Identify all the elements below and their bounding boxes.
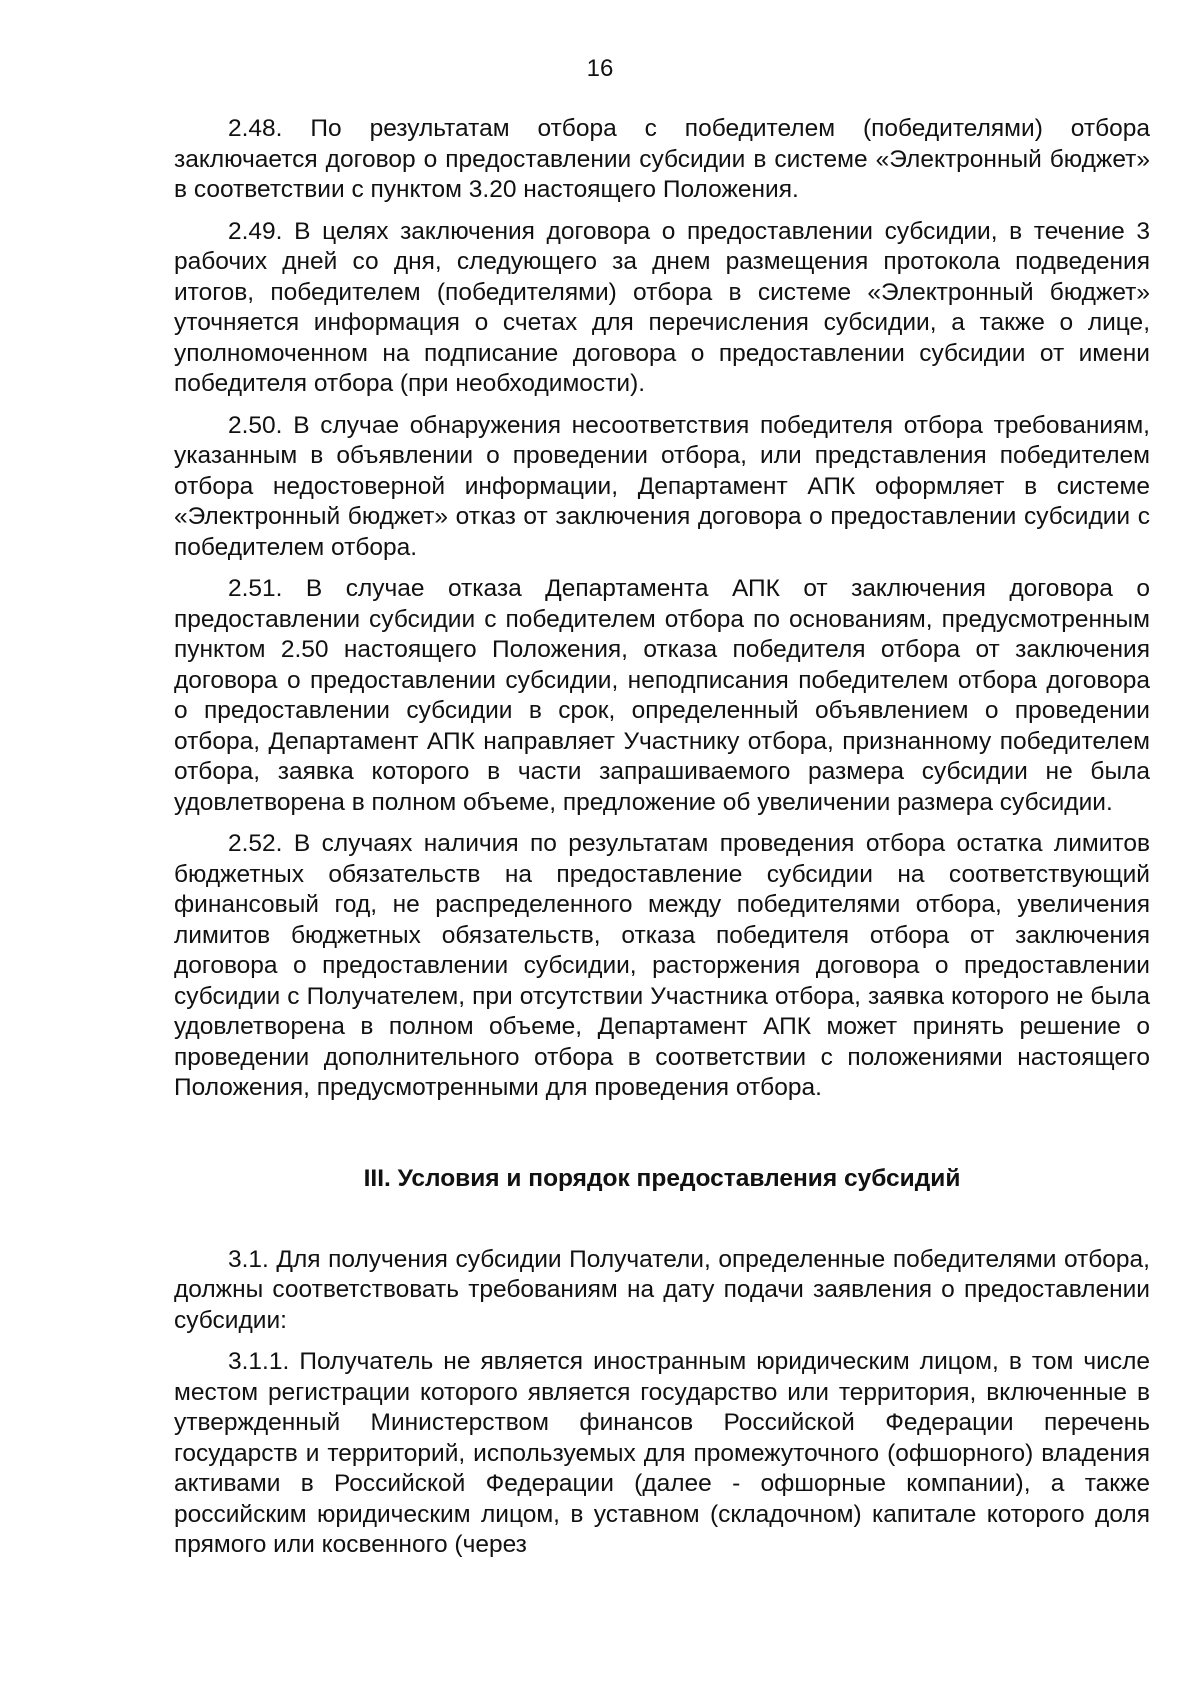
paragraph-3-1-1: 3.1.1. Получатель не является иностранным юридическим лицом, в том числе местом регистрации которого является государство или территория, включенные в утвержденный Министерством финансов Российской Федерации перечень государств и территорий, используемых для промежуточного (офшорного) владения активами в Российской Федерации (далее - офшорные компании), а также российским юридическим лицом, в уставном (складочном) капитале которого доля прямого или косвенного (через [174,1348,1150,1558]
paragraph-2-51: 2.51. В случае отказа Департамента АПК от заключения договора о предоставлении субсидии с победителем отбора по основаниям, предусмотренным пунктом 2.50 настоящего Положения, отказа победителя отбора от заключения договора о предоставлении субсидии, неподписания победителем отбора договора о предоставлении субсидии в срок, определенный объявлением о проведении отбора, Департамент АПК направляет Участнику отбора, признанному победителем отбора, заявка которого в части запрашиваемого размера субсидии не была удовлетворена в полном объеме, предложение об увеличении размера субсидии. [174,575,1150,816]
paragraph-3-1: 3.1. Для получения субсидии Получатели, определенные победителями отбора, должны соответствовать требованиям на дату подачи заявления о предоставлении субсидии: [174,1245,1150,1334]
paragraph-2-49: 2.49. В целях заключения договора о предоставлении субсидии, в течение 3 рабочих дней со дня, следующего за днем размещения протокола подведения итогов, победителем (победителями) отбора в системе «Электронный бюджет» уточняется информация о счетах для перечисления субсидии, а также о лице, уполномоченном на подписание договора о предоставлении субсидии от имени победителя отбора (при необходимости). [174,217,1150,397]
page-number: 16 [586,55,614,82]
section-heading: III. Условия и порядок предоставления субсидий [363,1164,961,1192]
paragraph-2-50: 2.50. В случае обнаружения несоответствия победителя отбора требованиям, указанным в объявлении о проведении отбора, или представления победителем отбора недостоверной информации, Департамент АПК оформляет в системе «Электронный бюджет» отказ от заключения договора о предоставлении субсидии с победителем отбора. [174,411,1150,561]
paragraph-2-48: 2.48. По результатам отбора с победителем (победителями) отбора заключается договор о предоставлении субсидии в системе «Электронный бюджет» в соответствии с пунктом 3.20 настоящего Положения. [174,115,1150,203]
paragraph-2-52: 2.52. В случаях наличия по результатам проведения отбора остатка лимитов бюджетных обязательств на предоставление субсидии на соответствующий финансовый год, не распределенного между победителями отбора, увеличения лимитов бюджетных обязательств, отказа победителя отбора от заключения договора о предоставлении субсидии, расторжения договора о предоставлении субсидии с Получателем, при отсутствии Участника отбора, заявка которого не была удовлетворена в полном объеме, Департамент АПК может принять решение о проведении дополнительного отбора в соответствии с положениями настоящего Положения, предусмотренными для проведения отбора. [174,830,1150,1101]
document-body [174,114,1150,1572]
